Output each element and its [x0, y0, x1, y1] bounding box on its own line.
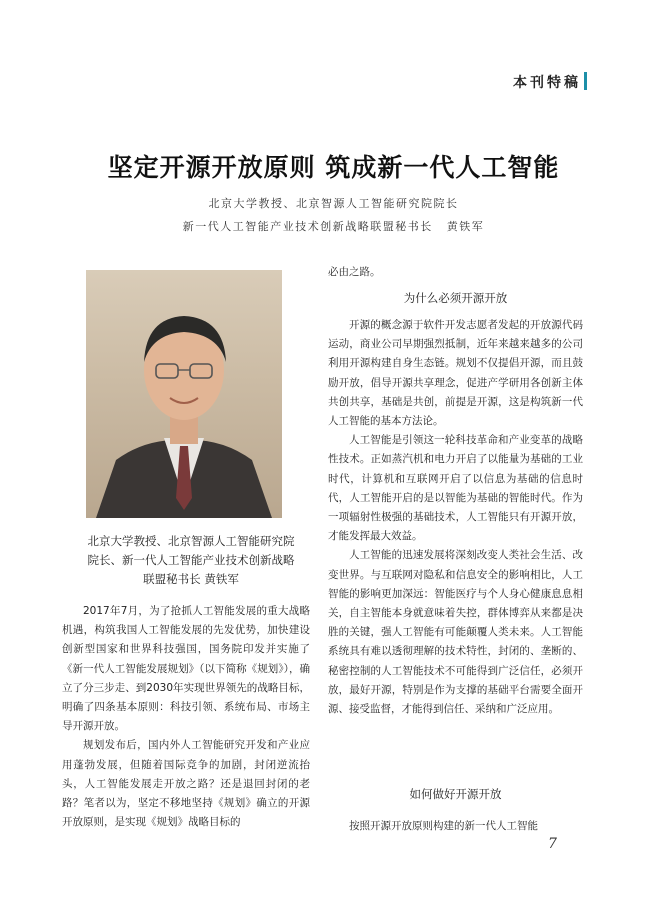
column-tag-accent-bar	[584, 72, 587, 90]
right-column-section1-body	[328, 316, 583, 719]
author-byline-line2	[0, 218, 667, 234]
section-heading-how-open-source: 如何做好开源开放	[409, 787, 502, 801]
author-affiliation: 新一代人工智能产业技术创新战略联盟秘书长	[182, 220, 433, 233]
paragraph: 开源的概念源于软件开发志愿者发起的开放源代码运动，商业公司早期强烈抵制，近年来越来越多的公司利用开源构建自身生态链。规划不仅提倡开源，而且鼓励开放，倡导开源共享理念，促进产学研用各创新主体共创共享，基础是共创，前提是开源，这是构筑新一代人工智能的基本方法论。	[328, 319, 583, 428]
photo-caption: 北京大学教授、北京智源人工智能研究院院长、新一代人工智能产业技术创新战略联盟秘书长 黄铁军	[87, 534, 295, 586]
portrait-illustration	[86, 270, 282, 518]
paragraph: 2017年7月，为了抢抓人工智能发展的重大战略机遇，构筑我国人工智能发展的先发优势，加快建设创新型国家和世界科技强国，国务院印发并实施了《新一代人工智能发展规划》（以下简称《规划》），确立了分三步走、到2030年实现世界领先的战略目标，明确了四条基本原则：科技引领、系统布局、市场主导开源开放。	[62, 605, 310, 733]
section-heading-why-open-source: 为什么必须开源开放	[403, 291, 508, 305]
right-column-continuation	[328, 263, 583, 282]
right-column-section2-body	[328, 817, 583, 836]
author-byline-line1: 北京大学教授、北京智源人工智能研究院院长	[208, 197, 459, 210]
left-column-body	[62, 602, 310, 832]
paragraph: 按照开源开放原则构建的新一代人工智能	[349, 820, 538, 832]
author-name: 黄铁军	[446, 220, 485, 233]
author-portrait-photo	[86, 270, 282, 518]
paragraph: 必由之路。	[328, 266, 381, 278]
paragraph: 人工智能是引领这一轮科技革命和产业变革的战略性技术。正如蒸汽机和电力开启了以能量为基础的工业时代，计算机和互联网开启了以信息为基础的信息时代，人工智能开启的是以智能为基础的智能时代。作为一项辐射性极强的基础技术，人工智能只有开源开放，才能发挥最大效益。	[328, 434, 583, 543]
paragraph: 人工智能的迅速发展将深刻改变人类社会生活、改变世界。与互联网对隐私和信息安全的影响相比，人工智能的影响更加深远：智能医疗与个人身心健康息息相关，自主智能本身就意味着失控，群体博弈从来都是决胜的关键，强人工智能有可能颠覆人类未来。人工智能系统具有难以透彻理解的技术特性，封闭的、垄断的、秘密控制的人工智能技术不可能得到广泛信任，必须开放，最好开源，特别是作为支撑的基础平台需要全面开源、接受监督，才能得到信任、采纳和广泛应用。	[328, 549, 583, 716]
paragraph: 规划发布后，国内外人工智能研究开发和产业应用蓬勃发展，但随着国际竞争的加剧，封闭逆流抬头，人工智能发展走开放之路？还是退回封闭的老路？笔者以为，坚定不移地坚持《规划》确立的开源开放原则，是实现《规划》战略目标的	[62, 739, 310, 829]
column-tag: 本刊特稿	[513, 75, 581, 91]
page-number: 7	[548, 836, 557, 852]
article-title: 坚定开源开放原则 筑成新一代人工智能	[107, 153, 560, 182]
